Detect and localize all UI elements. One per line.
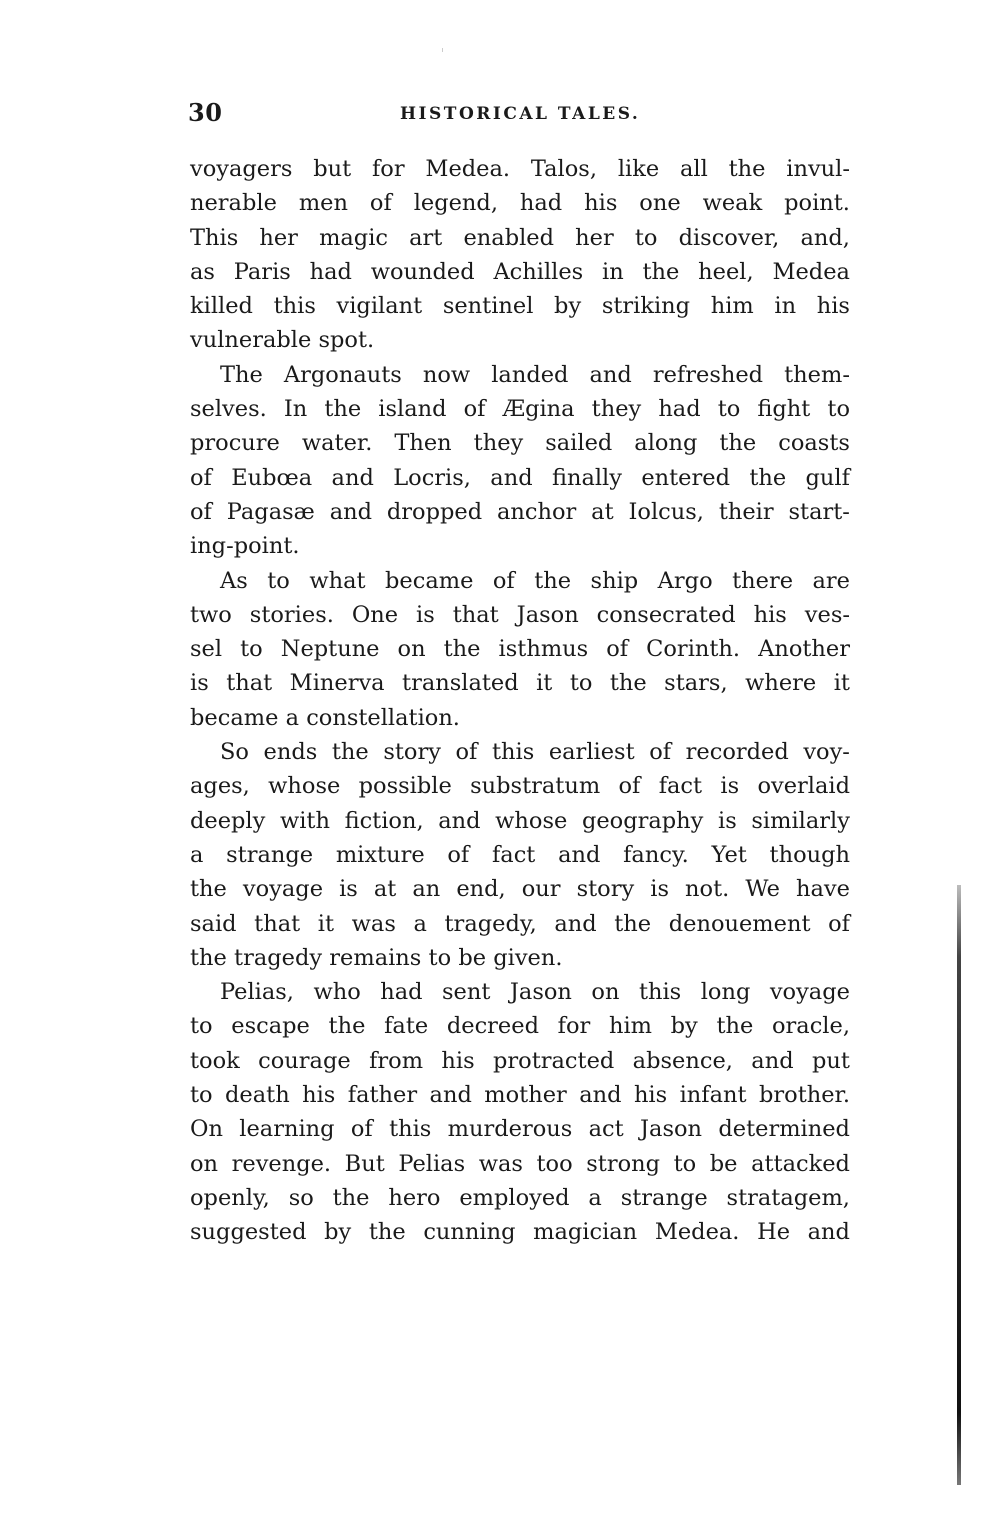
paper-speck <box>442 48 443 52</box>
body-text <box>190 152 850 1250</box>
running-title: HISTORICAL TALES. <box>400 104 641 124</box>
text-line: to death his father and mother and his infant brother. <box>190 1082 850 1109</box>
text-line: procure water. Then they sailed along the coasts <box>190 430 850 457</box>
page-edge-shadow <box>957 885 961 1485</box>
text-line: is that Minerva translated it to the stars, where it <box>190 670 850 697</box>
text-line: killed this vigilant sentinel by striking him in his <box>190 293 850 320</box>
text-line: ages, whose possible substratum of fact is overlaid <box>190 773 850 800</box>
text-line: two stories. One is that Jason consecrated his ves- <box>190 601 850 628</box>
text-line: This her magic art enabled her to discover, and, <box>190 224 850 251</box>
text-line: As to what became of the ship Argo there are <box>220 567 850 594</box>
page-number: 30 <box>188 98 223 127</box>
text-line: openly, so the hero employed a strange stratagem, <box>190 1184 850 1211</box>
text-line: nerable men of legend, had his one weak point. <box>190 190 850 217</box>
text-line: voyagers but for Medea. Talos, like all the invul- <box>190 156 850 182</box>
text-line: vulnerable spot. <box>190 327 375 354</box>
text-line: The Argonauts now landed and refreshed them- <box>220 361 850 388</box>
text-line: the tragedy remains to be given. <box>190 944 563 971</box>
page-header <box>188 98 850 134</box>
text-line: took courage from his protracted absence, and put <box>190 1047 850 1074</box>
text-line: a strange mixture of fact and fancy. Yet though <box>190 841 850 868</box>
text-line: On learning of this murderous act Jason determined <box>190 1116 850 1143</box>
text-line: the voyage is at an end, our story is not. We have <box>190 876 850 903</box>
text-line: sel to Neptune on the isthmus of Corinth. Another <box>190 636 850 663</box>
text-line: to escape the fate decreed for him by the oracle, <box>190 1013 850 1040</box>
text-line: So ends the story of this earliest of recorded voy- <box>220 739 850 766</box>
text-line: ing-point. <box>190 533 300 560</box>
text-line: became a constellation. <box>190 704 460 731</box>
text-line: of Pagasæ and dropped anchor at Iolcus, their start- <box>190 498 850 525</box>
text-line: suggested by the cunning magician Medea. He and <box>190 1219 850 1246</box>
text-line: on revenge. But Pelias was too strong to be attacked <box>190 1150 850 1177</box>
text-line: as Paris had wounded Achilles in the heel, Medea <box>190 258 850 285</box>
text-line: said that it was a tragedy, and the denouement of <box>190 910 850 937</box>
text-line: Pelias, who had sent Jason on this long voyage <box>220 979 850 1006</box>
text-line: of Eubœa and Locris, and finally entered the gulf <box>190 464 850 491</box>
text-line: deeply with fiction, and whose geography is similarly <box>190 807 850 834</box>
text-line: selves. In the island of Ægina they had to fight to <box>190 396 850 423</box>
